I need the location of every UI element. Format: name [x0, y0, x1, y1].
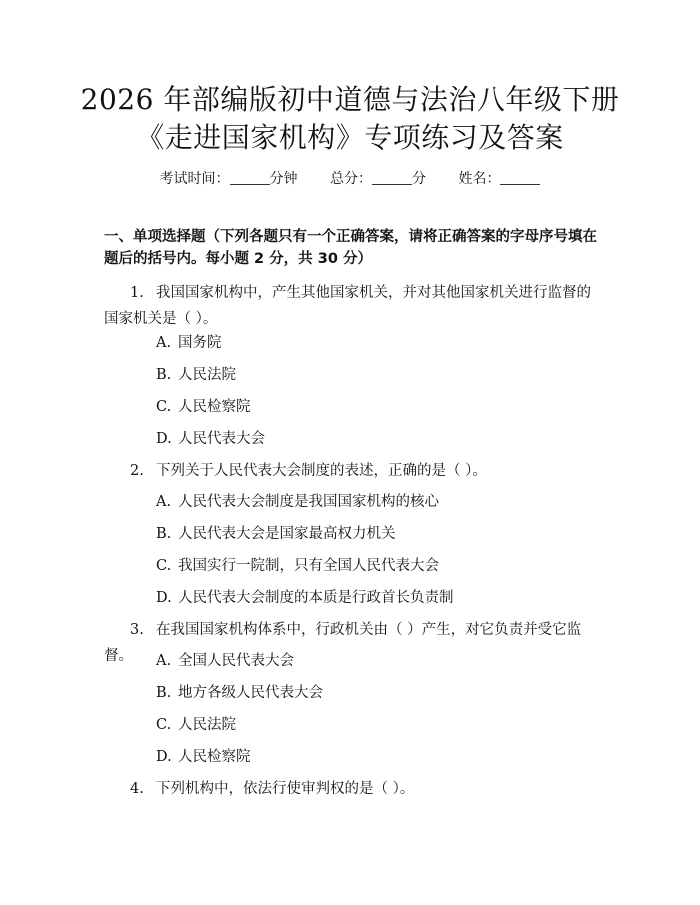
option-text: 人民代表大会 [178, 431, 265, 447]
option-text: 人民代表大会制度是我国国家机构的核心 [178, 494, 439, 510]
option [156, 715, 236, 735]
option-label: D. [156, 431, 172, 447]
option-label: A. [156, 653, 172, 669]
option-label: C. [156, 717, 172, 733]
option [156, 747, 251, 767]
option-label: B. [156, 367, 172, 383]
option [156, 397, 251, 417]
option [156, 333, 222, 353]
question-number: 3. [130, 622, 144, 638]
option-text: 人民法院 [178, 717, 236, 733]
question-1 [104, 280, 602, 332]
question-number: 1. [130, 285, 144, 301]
option-text: 人民检察院 [178, 399, 251, 415]
question-4 [104, 776, 602, 802]
option-text: 全国人民代表大会 [178, 653, 294, 669]
exam-time-unit: 分钟 [269, 171, 298, 187]
document-title-line2: 《走进国家机构》专项练习及答案 [136, 121, 564, 154]
option-label: B. [156, 685, 172, 701]
option-text: 人民代表大会是国家最高权力机关 [178, 526, 396, 542]
exam-time-label: 考试时间： [159, 171, 230, 187]
section-heading: 一、单项选择题（下列各题只有一个正确答案，请将正确答案的字母序号填在题后的括号内。每小题 2 分，共 30 分） [104, 229, 597, 267]
option-label: C. [156, 558, 172, 574]
question-2 [104, 458, 602, 484]
option [156, 556, 439, 576]
option [156, 651, 294, 671]
option [156, 683, 323, 703]
exam-time [160, 168, 298, 188]
option-text: 人民代表大会制度的本质是行政首长负责制 [178, 590, 454, 606]
option-label: D. [156, 749, 172, 765]
question-text: 下列机构中，依法行使审判权的是（ ）。 [156, 781, 415, 797]
question-text: 在我国国家机构体系中，行政机关由（ ）产生，对它负责并受它监督。 [104, 622, 582, 664]
exam-score-blank [372, 172, 412, 185]
exam-name [458, 168, 540, 188]
option-text: 国务院 [178, 335, 222, 351]
exam-time-blank [230, 172, 270, 185]
exam-score [330, 168, 426, 188]
question-text: 我国国家机构中，产生其他国家机关，并对其他国家机关进行监督的国家机关是（ ）。 [104, 285, 591, 327]
question-number: 2. [130, 463, 144, 479]
option-text: 我国实行一院制，只有全国人民代表大会 [178, 558, 439, 574]
option-label: C. [156, 399, 172, 415]
option-label: D. [156, 590, 172, 606]
exam-name-blank [500, 172, 540, 185]
question-text: 下列关于人民代表大会制度的表述，正确的是（ ）。 [156, 463, 487, 479]
exam-name-label: 姓名： [458, 171, 501, 187]
option [156, 492, 439, 512]
option [156, 524, 396, 544]
option [156, 588, 454, 608]
option [156, 365, 236, 385]
option-label: A. [156, 494, 172, 510]
document-title-line1: 2026 年部编版初中道德与法治八年级下册 [80, 83, 620, 116]
option-label: A. [156, 335, 172, 351]
option-text: 人民检察院 [178, 749, 251, 765]
exam-score-label: 总分： [330, 171, 372, 187]
exam-meta [0, 168, 700, 188]
option-label: B. [156, 526, 172, 542]
question-number: 4. [130, 781, 144, 797]
option [156, 429, 265, 449]
option-text: 地方各级人民代表大会 [178, 685, 323, 701]
exam-score-unit: 分 [412, 171, 426, 187]
option-text: 人民法院 [178, 367, 236, 383]
